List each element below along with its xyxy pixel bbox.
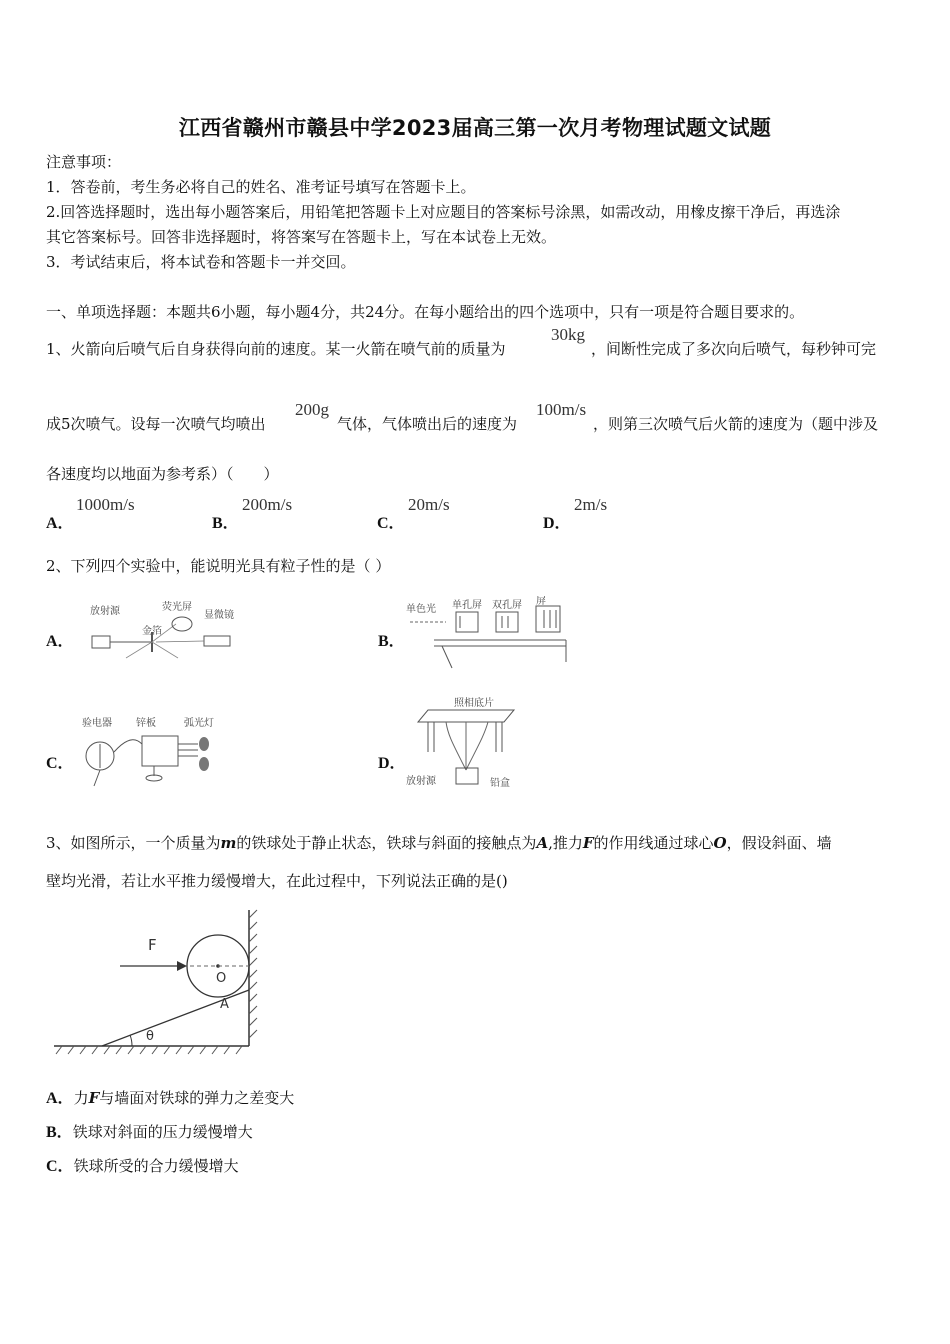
q3-center-label: O: [216, 971, 227, 986]
q2d-label-source: 放射源: [406, 776, 436, 787]
q1-line2-a: 成5次喷气。设每一次喷气均喷出: [46, 415, 266, 433]
q1-mass-formula: 30kg: [551, 325, 585, 344]
notice-header: 注意事项：: [46, 153, 122, 171]
q3-force-label: F: [148, 936, 157, 954]
page-title: 江西省赣州市赣县中学2023届高三第一次月考物理试题文试题: [178, 116, 772, 140]
q2d-label-box: 铅盒: [490, 778, 510, 789]
q1-line1-b: ，间断性完成了多次向后喷气，每秒钟可完: [591, 340, 877, 358]
q1-line1-a: 1、火箭向后喷气后自身获得向前的速度。某一火箭在喷气前的质量为: [46, 340, 506, 358]
q1-option-b[interactable]: [212, 510, 239, 533]
option-letter: C．: [46, 755, 74, 772]
section-heading: 一、单项选择题：本题共6小题，每小题4分，共24分。在每小题给出的四个选项中，只有一项是符合题目要求的。: [46, 303, 805, 321]
q2b-label-single: 单孔屏: [452, 600, 482, 611]
q2d-label-film: 照相底片: [454, 698, 494, 709]
q2-figure-b: [406, 596, 571, 671]
q3-option-b[interactable]: [46, 1122, 253, 1143]
q2c-label-zinc: 锌板: [136, 718, 156, 729]
q2b-label-double: 双孔屏: [492, 600, 522, 611]
option-text: 铁球对斜面的压力缓慢增大: [72, 1123, 253, 1141]
option-letter: C．: [46, 1158, 74, 1175]
q3-stem-part: ,推力: [548, 834, 583, 852]
q3-var-o: O: [713, 834, 727, 852]
q3-stem-part: 的作用线通过球心: [593, 834, 714, 852]
option-letter: A．: [46, 1090, 74, 1107]
q2-option-d[interactable]: [378, 750, 406, 773]
q3-var-m: m: [220, 834, 237, 852]
q2-option-a[interactable]: [46, 628, 74, 651]
q1-option-c[interactable]: [377, 510, 405, 533]
option-letter: A．: [46, 633, 74, 650]
q2b-label-light: 单色光: [406, 604, 436, 615]
q2a-label-screen: 荧光屏: [162, 602, 192, 613]
q3-option-c[interactable]: [46, 1156, 239, 1177]
q1-option-c-value: 20m/s: [408, 495, 450, 514]
q2a-label-source: 放射源: [90, 606, 120, 617]
option-letter: B．: [46, 1124, 73, 1141]
q1-option-b-value: 200m/s: [242, 495, 293, 514]
q1-line2-b: 气体，气体喷出后的速度为: [337, 415, 518, 433]
q1-option-a-value: 1000m/s: [76, 495, 135, 514]
q2a-label-microscope: 显微镜: [204, 610, 234, 621]
q1-option-d-value: 2m/s: [574, 495, 608, 514]
q1-option-a[interactable]: [46, 510, 74, 533]
q3-angle-label: θ: [146, 1029, 154, 1044]
q3-stem-part: 的铁球处于静止状态，铁球与斜面的接触点为: [236, 834, 537, 852]
q1-gas-formula: 200g: [295, 400, 329, 419]
q3-option-a[interactable]: [46, 1088, 294, 1109]
notice-item-2b: 其它答案标号。回答非选择题时，将答案写在答题卡上，写在本试卷上无效。: [46, 228, 557, 246]
q3-stem-part: ，假设斜面、墙: [726, 834, 832, 852]
q3-opt-var-f: F: [88, 1089, 100, 1107]
q1-option-d[interactable]: [543, 510, 571, 533]
q2-figure-c: [80, 714, 230, 789]
notice-item-1: 1．答卷前，考生务必将自己的姓名、准考证号填写在答题卡上。: [46, 178, 476, 196]
q2b-label-screen: 屏: [536, 596, 546, 607]
q2-option-b[interactable]: [378, 628, 405, 651]
q2c-label-lamp: 弧光灯: [184, 718, 214, 729]
option-letter: D．: [378, 755, 406, 772]
q2-stem: 2、下列四个实验中，能说明光具有粒子性的是（ ）: [46, 557, 391, 575]
option-letter: A．: [46, 515, 74, 532]
notice-item-2a: 2.回答选择题时，选出每小题答案后，用铅笔把答题卡上对应题目的答案标号涂黑，如需改动，用橡皮擦干净后，再选涂: [46, 203, 841, 221]
option-text: 铁球所受的合力缓慢增大: [73, 1157, 239, 1175]
q2-figure-a: [86, 600, 236, 660]
option-letter: C．: [377, 515, 405, 532]
option-text: 力: [73, 1089, 89, 1107]
q1-line3: 各速度均以地面为参考系）（ ）: [46, 465, 279, 483]
q2-figure-d: [404, 696, 524, 791]
q3-stem-line1: [46, 833, 832, 853]
q3-contact-label: A: [220, 997, 229, 1012]
q3-figure: [50, 906, 275, 1056]
notice-item-3: 3．考试结束后，将本试卷和答题卡一并交回。: [46, 253, 356, 271]
q2c-label-electroscope: 验电器: [82, 718, 112, 729]
q2-option-c[interactable]: [46, 750, 74, 773]
option-letter: D．: [543, 515, 571, 532]
option-letter: B．: [212, 515, 239, 532]
q2a-label-foil: 金箔: [142, 626, 162, 637]
option-text: 与墙面对铁球的弹力之差变大: [99, 1089, 295, 1107]
q3-stem-line2: 壁均光滑，若让水平推力缓慢增大，在此过程中，下列说法正确的是(): [46, 872, 508, 890]
q1-line2-c: ，则第三次喷气后火箭的速度为（题中涉及: [593, 415, 879, 433]
q1-speed-formula: 100m/s: [536, 400, 587, 419]
q3-stem-part: 3、如图所示，一个质量为: [46, 834, 221, 852]
q3-var-a: A: [536, 834, 549, 852]
option-letter: B．: [378, 633, 405, 650]
q3-var-f: F: [582, 834, 594, 852]
